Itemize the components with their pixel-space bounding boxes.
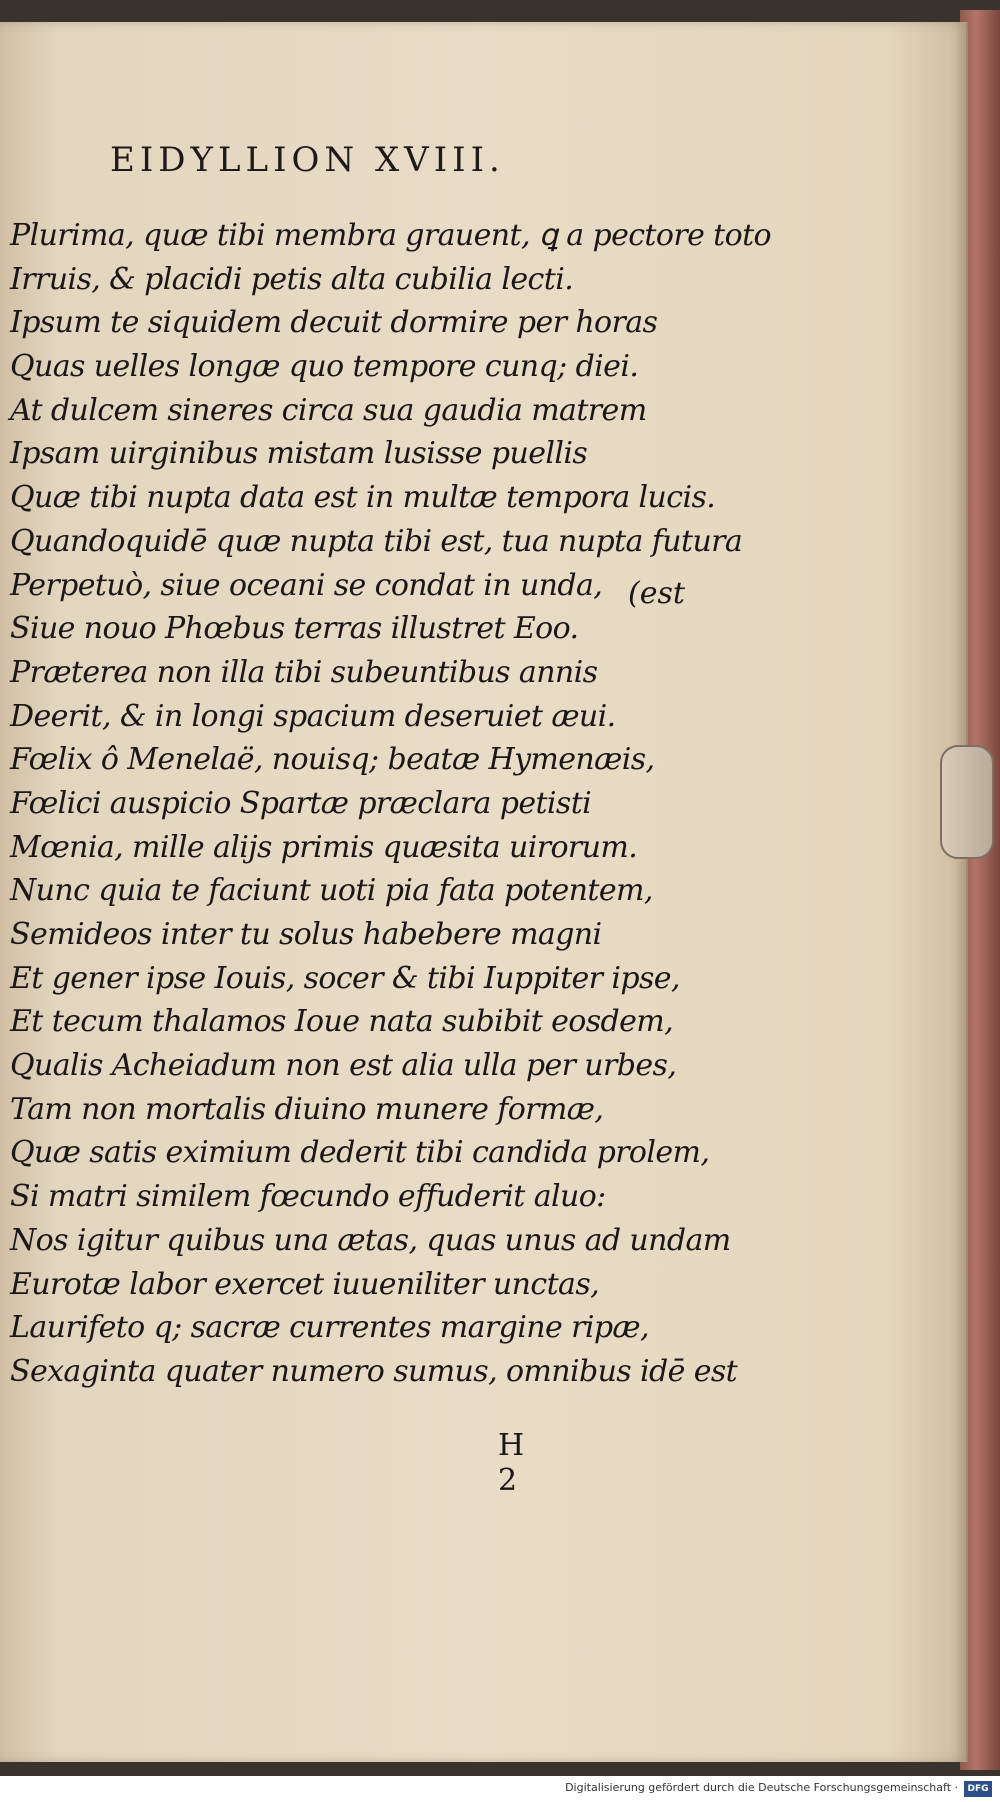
verse-line: Quandoquidē quæ nupta tibi est, tua nupta futura (10, 523, 743, 559)
verse-line: Eurotæ labor exercet iuueniliter unctas, (10, 1266, 600, 1302)
verse-line: Ipsum te siquidem decuit dormire per horas (10, 305, 658, 341)
verse-line: Sexaginta quater numero sumus, omnibus idē est (10, 1353, 738, 1389)
verse-line: Plurima, quæ tibi membra grauent, ꝗ a pectore toto (10, 218, 772, 253)
verse-text (10, 214, 772, 1434)
verse-line: Tam non mortalis diuino munere formæ, (10, 1091, 604, 1127)
verse-line: Deerit, & in longi spacium deseruiet æui. (10, 698, 616, 734)
verse-line: Qualis Acheiadum non est alia ulla per urbes, (10, 1048, 677, 1084)
dfg-logo-icon: DFG (964, 1781, 992, 1797)
verse-line: Irruis, & placidi petis alta cubilia lecti. (10, 261, 574, 297)
verse-line: Nunc quia te faciunt uoti pia fata potentem, (10, 873, 653, 909)
verse-line: Fœlix ô Menelaë, nouisq; beatæ Hymenæis, (10, 742, 655, 778)
verse-line: Et tecum thalamos Ioue nata subibit eosdem, (10, 1004, 674, 1040)
verse-line: Fœlici auspicio Spartæ præclara petisti (10, 785, 592, 821)
running-head: EIDYLLION XVIII. (110, 140, 505, 180)
carryover-word: (est (628, 576, 685, 611)
verse-line: Laurifeto q; sacræ currentes margine ripæ, (10, 1310, 649, 1346)
verse-line: Nos igitur quibus una ætas, quas unus ad undam (10, 1222, 731, 1258)
verse-line: Si matri similem fœcundo effuderit aluo: (10, 1179, 606, 1215)
signature-mark: H 2 (498, 1428, 547, 1498)
verse-line: Et gener ipse Iouis, socer & tibi Iuppiter ipse, (10, 960, 680, 996)
verse-line: Præterea non illa tibi subeuntibus annis (10, 654, 598, 690)
digitization-footer (0, 1776, 1000, 1802)
verse-line: Quæ tibi nupta data est in multæ tempora lucis. (10, 480, 716, 516)
verse-line: Mœnia, mille alijs primis quæsita uirorum. (10, 829, 638, 865)
verse-line: Ipsam uirginibus mistam lusisse puellis (10, 436, 588, 472)
verse-line: Perpetuò, siue oceani se condat in unda, (10, 567, 603, 603)
book-clasp (940, 745, 994, 859)
verse-line: Quas uelles longæ quo tempore cunq; diei. (10, 349, 639, 385)
footer-credit: Digitalisierung gefördert durch die Deutsche Forschungsgemeinschaft · (565, 1781, 958, 1794)
verse-line: At dulcem sineres circa sua gaudia matrem (10, 392, 647, 428)
verse-line: Siue nouo Phœbus terras illustret Eoo. (10, 611, 579, 647)
book-page (0, 22, 968, 1762)
verse-line: Quæ satis eximium dederit tibi candida prolem, (10, 1135, 710, 1171)
verse-line: Semideos inter tu solus habebere magni (10, 917, 602, 952)
